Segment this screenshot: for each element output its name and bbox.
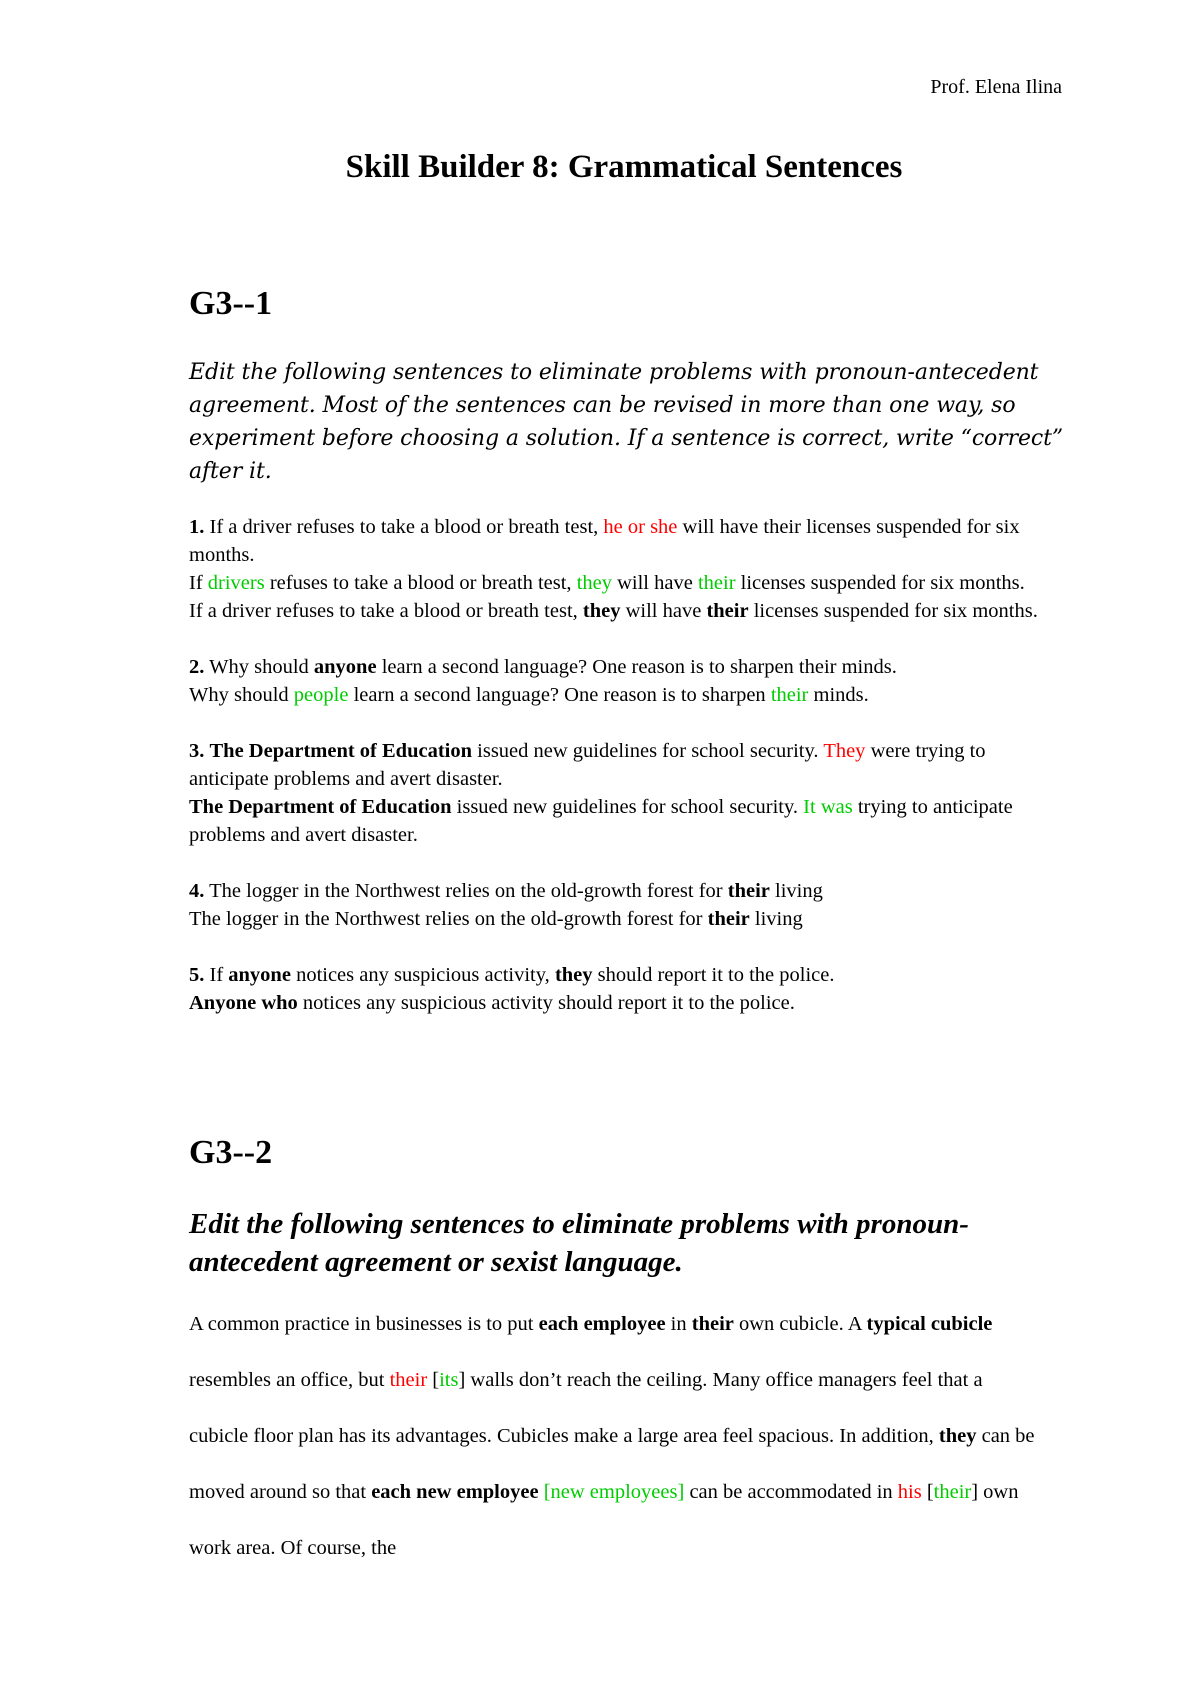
original-sentence xyxy=(189,877,1069,905)
text-run: issued new guidelines for school security. xyxy=(472,740,824,762)
text-run: notices any suspicious activity, xyxy=(290,964,555,986)
text-run: learn a second language? One reason is to sharpen their minds. xyxy=(376,656,897,678)
item-number: 4. xyxy=(189,880,205,902)
bold-text-run: they xyxy=(582,600,621,622)
instructions-text: Edit the following sentences to eliminate problems with pronoun-antecedent agreement or sexist language. xyxy=(189,1208,969,1278)
green-text-run: [new employees] xyxy=(543,1481,685,1503)
red-text-run: he or she xyxy=(603,516,678,538)
text-run: can be moved around so that xyxy=(189,1425,1035,1503)
section-heading: G3--2 xyxy=(189,1134,273,1171)
exercise-item xyxy=(189,513,1069,625)
instructions-text: Edit the following sentences to eliminate problems with pronoun-antecedent agreement. Most of the sentences can be revised in more than one way, so experiment before choosing a solution. If a sentence is correct, write “correct” after it. xyxy=(189,360,1064,484)
bold-text-run: anyone xyxy=(313,656,377,678)
bold-text-run: Anyone who xyxy=(189,992,298,1014)
text-run: Why should xyxy=(204,656,314,678)
original-sentence xyxy=(189,513,1069,569)
text-run: [ xyxy=(427,1369,440,1391)
green-text-run: their xyxy=(697,572,736,594)
revised-sentence xyxy=(189,569,1069,597)
text-run: licenses suspended for six months. xyxy=(748,600,1038,622)
section-g3-2-instructions xyxy=(189,1205,1069,1281)
exercise-items xyxy=(189,513,1069,1017)
author-header: Prof. Elena Ilina xyxy=(930,76,1062,98)
text-run: can be accommodated in xyxy=(684,1481,898,1503)
bold-text-run: they xyxy=(554,964,593,986)
text-run: If a driver refuses to take a blood or breath test, xyxy=(204,516,604,538)
revised-sentence xyxy=(189,597,1069,625)
green-text-run: its xyxy=(439,1369,459,1391)
text-run: The logger in the Northwest relies on the old-growth forest for xyxy=(204,880,728,902)
section-g3-1-heading xyxy=(189,283,1069,325)
text-run: resembles an office, but xyxy=(189,1369,390,1391)
original-sentence xyxy=(189,961,1069,989)
bold-text-run: each new employee xyxy=(371,1481,539,1503)
text-run: will have xyxy=(611,572,698,594)
page-title: Skill Builder 8: Grammatical Sentences xyxy=(345,149,903,185)
bold-text-run: they xyxy=(938,1425,977,1447)
original-sentence xyxy=(189,737,1069,793)
red-text-run: They xyxy=(823,740,866,762)
green-text-run: drivers xyxy=(207,572,265,594)
text-run: If xyxy=(204,964,229,986)
text-run: ] walls don’t reach the ceiling. Many office managers feel that a cubicle floor plan has its advantages. Cubicles make a large area feel spacious. In addition, xyxy=(189,1369,983,1447)
exercise-item xyxy=(189,961,1069,1017)
text-run: should report it to the police. xyxy=(592,964,835,986)
green-text-run: It was xyxy=(803,796,853,818)
item-number: 2. xyxy=(189,656,205,678)
revised-sentence xyxy=(189,793,1069,849)
text-run: ] own work area. Of course, the xyxy=(189,1481,1019,1559)
bold-text-run: their xyxy=(727,880,770,902)
text-run: If xyxy=(189,572,208,594)
text-run: issued new guidelines for school security. xyxy=(451,796,804,818)
text-run: Why should xyxy=(189,684,294,706)
exercise-item xyxy=(189,877,1069,933)
text-run: A common practice in businesses is to put xyxy=(189,1313,539,1335)
bold-text-run: their xyxy=(706,600,749,622)
text-run: licenses suspended for six months. xyxy=(735,572,1025,594)
red-text-run: their xyxy=(389,1369,428,1391)
green-text-run: they xyxy=(576,572,612,594)
bold-text-run: their xyxy=(707,908,750,930)
text-run: minds. xyxy=(808,684,869,706)
bold-text-run: The Department of Education xyxy=(189,796,452,818)
text-run: [ xyxy=(921,1481,934,1503)
exercise-item xyxy=(189,653,1069,709)
bold-text-run: typical cubicle xyxy=(866,1313,993,1335)
item-number: 5. xyxy=(189,964,205,986)
bold-text-run: anyone xyxy=(228,964,291,986)
text-run: The logger in the Northwest relies on the old-growth forest for xyxy=(189,908,708,930)
text-run: were trying to anticipate problems and avert disaster. xyxy=(189,740,986,790)
exercise-paragraph xyxy=(189,1296,1039,1576)
green-text-run: people xyxy=(293,684,349,706)
text-run: notices any suspicious activity should report it to the police. xyxy=(297,992,795,1014)
bold-text-run: The Department of Education xyxy=(209,740,473,762)
text-run: living xyxy=(769,880,823,902)
original-sentence xyxy=(189,653,1069,681)
exercise-item xyxy=(189,737,1069,849)
bold-text-run: their xyxy=(691,1313,734,1335)
text-run: trying to anticipate problems and avert disaster. xyxy=(189,796,1013,846)
section-heading: G3--1 xyxy=(189,285,273,322)
text-run: will have xyxy=(620,600,707,622)
text-run: learn a second language? One reason is to sharpen xyxy=(348,684,771,706)
green-text-run: their xyxy=(770,684,809,706)
text-run: If a driver refuses to take a blood or breath test, xyxy=(189,600,583,622)
revised-sentence xyxy=(189,905,1069,933)
item-number: 3. xyxy=(189,740,205,762)
red-text-run: his xyxy=(897,1481,922,1503)
text-run: living xyxy=(749,908,803,930)
text-run: in xyxy=(665,1313,692,1335)
text-run: own cubicle. A xyxy=(733,1313,867,1335)
paragraph-text xyxy=(189,1296,1039,1576)
text-run: refuses to take a blood or breath test, xyxy=(264,572,577,594)
section-g3-1-instructions xyxy=(189,356,1069,488)
item-number: 1. xyxy=(189,516,205,538)
section-g3-2-heading xyxy=(189,1132,1069,1174)
green-text-run: their xyxy=(933,1481,972,1503)
text-run: will have their licenses suspended for six months. xyxy=(189,516,1020,566)
revised-sentence xyxy=(189,989,1069,1017)
revised-sentence xyxy=(189,681,1069,709)
bold-text-run: each employee xyxy=(538,1313,666,1335)
